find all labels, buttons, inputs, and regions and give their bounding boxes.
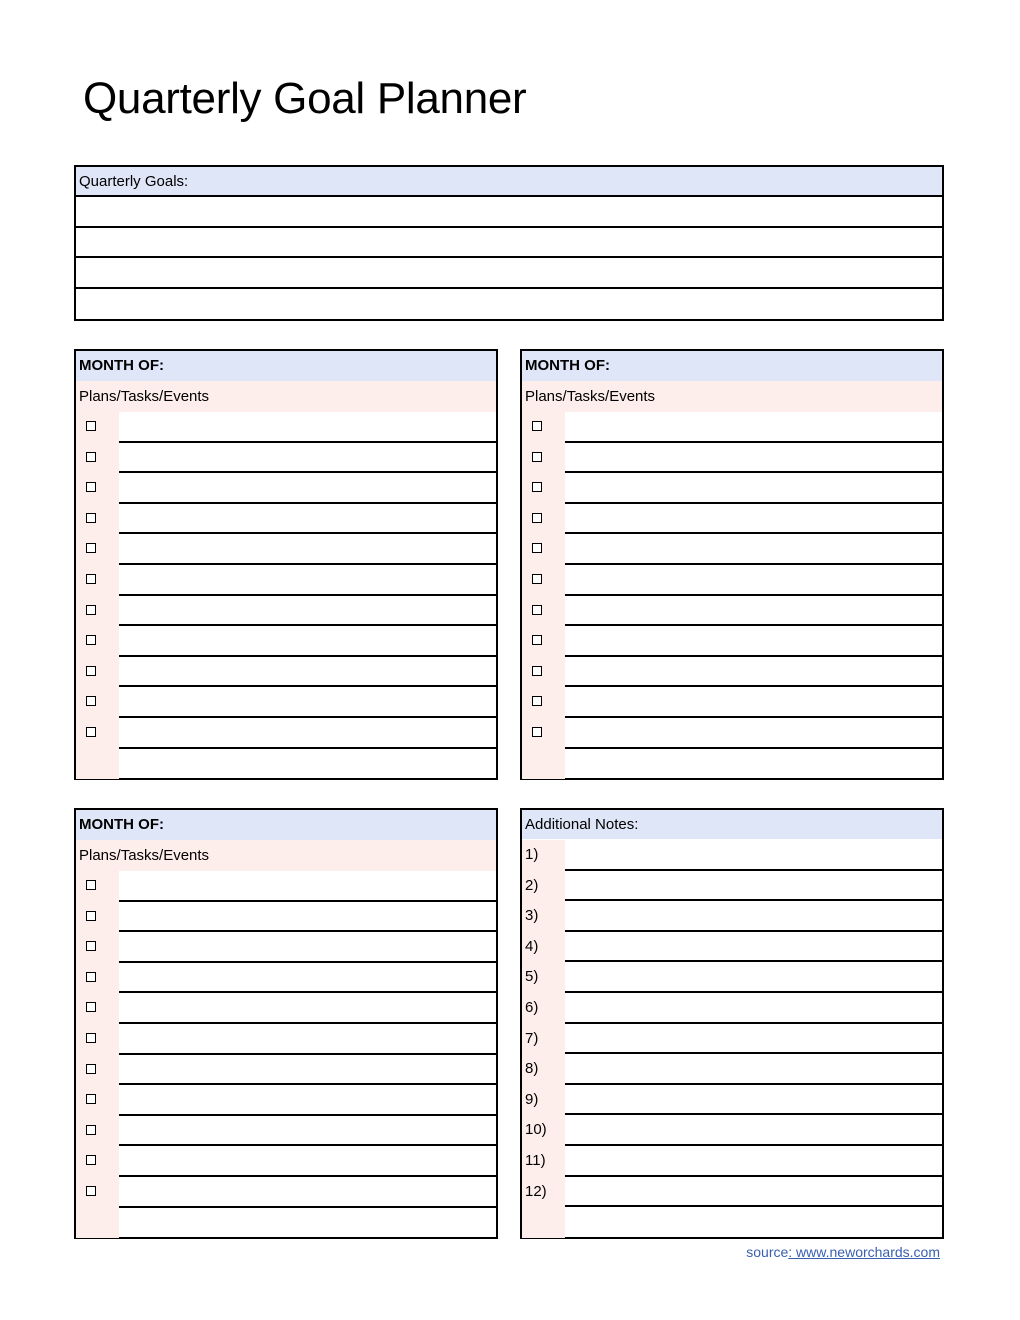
task-line[interactable]	[119, 626, 496, 657]
note-line[interactable]	[565, 1054, 942, 1085]
task-line[interactable]	[119, 1177, 496, 1208]
task-row	[522, 565, 942, 596]
task-line[interactable]	[565, 596, 942, 627]
note-row	[522, 901, 942, 932]
note-line[interactable]	[565, 1085, 942, 1116]
checkbox-cell	[76, 1208, 119, 1239]
checkbox-cell	[76, 963, 119, 994]
note-line[interactable]	[565, 1207, 942, 1238]
note-number: 6)	[522, 993, 565, 1024]
checkbox-cell	[76, 1177, 119, 1208]
additional-notes-section	[520, 808, 944, 1239]
month-section-1	[74, 349, 498, 780]
note-line[interactable]	[565, 901, 942, 932]
task-line[interactable]	[565, 749, 942, 780]
task-checkbox[interactable]	[532, 421, 542, 431]
note-row	[522, 1146, 942, 1177]
note-line[interactable]	[565, 1177, 942, 1208]
task-checkbox[interactable]	[86, 941, 96, 951]
note-line[interactable]	[565, 1024, 942, 1055]
checkbox-cell	[76, 473, 119, 504]
task-checkbox[interactable]	[86, 1002, 96, 1012]
task-row	[522, 504, 942, 535]
task-line[interactable]	[119, 534, 496, 565]
task-row	[76, 902, 496, 933]
plans-tasks-events-label: Plans/Tasks/Events	[76, 381, 496, 412]
month-section-3	[74, 808, 498, 1239]
task-line[interactable]	[119, 1055, 496, 1086]
task-row	[76, 504, 496, 535]
page-title: Quarterly Goal Planner	[83, 74, 527, 123]
note-number: 11)	[522, 1146, 565, 1177]
task-row	[76, 1177, 496, 1208]
checkbox-cell	[76, 687, 119, 718]
task-line[interactable]	[119, 871, 496, 902]
note-row	[522, 1177, 942, 1208]
note-row	[522, 1207, 942, 1238]
task-checkbox[interactable]	[86, 543, 96, 553]
task-row	[76, 1024, 496, 1055]
task-line[interactable]	[565, 504, 942, 535]
source-credit	[746, 1244, 940, 1260]
task-line[interactable]	[119, 657, 496, 688]
task-row	[76, 687, 496, 718]
note-number: 7)	[522, 1024, 565, 1055]
task-line[interactable]	[119, 565, 496, 596]
task-row	[76, 1055, 496, 1086]
note-row	[522, 962, 942, 993]
checkbox-cell	[76, 596, 119, 627]
task-row	[76, 565, 496, 596]
goal-line[interactable]	[76, 258, 942, 289]
checkbox-cell	[522, 657, 565, 688]
plans-tasks-events-label: Plans/Tasks/Events	[522, 381, 942, 412]
task-row	[76, 993, 496, 1024]
checkbox-cell	[76, 1085, 119, 1116]
task-checkbox[interactable]	[86, 1033, 96, 1043]
task-line[interactable]	[119, 412, 496, 443]
task-row	[522, 626, 942, 657]
task-line[interactable]	[565, 657, 942, 688]
task-row	[522, 657, 942, 688]
task-line[interactable]	[565, 473, 942, 504]
task-row	[76, 443, 496, 474]
checkbox-cell	[76, 626, 119, 657]
note-row	[522, 871, 942, 902]
task-checkbox[interactable]	[86, 696, 96, 706]
task-line[interactable]	[565, 412, 942, 443]
task-line[interactable]	[119, 596, 496, 627]
task-checkbox[interactable]	[532, 696, 542, 706]
task-checkbox[interactable]	[532, 635, 542, 645]
checkbox-cell	[76, 565, 119, 596]
note-line[interactable]	[565, 932, 942, 963]
task-checkbox[interactable]	[86, 972, 96, 982]
task-line[interactable]	[119, 443, 496, 474]
task-row	[522, 718, 942, 749]
note-line[interactable]	[565, 871, 942, 902]
checkbox-cell	[76, 1116, 119, 1147]
task-checkbox[interactable]	[532, 482, 542, 492]
checkbox-cell	[76, 1055, 119, 1086]
task-checkbox[interactable]	[86, 911, 96, 921]
task-checkbox[interactable]	[86, 1155, 96, 1165]
note-row	[522, 932, 942, 963]
checkbox-cell	[522, 749, 565, 780]
note-row	[522, 1085, 942, 1116]
note-row	[522, 840, 942, 871]
task-row	[522, 749, 942, 780]
task-line[interactable]	[119, 473, 496, 504]
checkbox-cell	[76, 504, 119, 535]
checkbox-cell	[522, 443, 565, 474]
task-checkbox[interactable]	[532, 727, 542, 737]
task-row	[76, 1208, 496, 1239]
task-line[interactable]	[119, 718, 496, 749]
task-checkbox[interactable]	[532, 574, 542, 584]
source-link[interactable]: : www.neworchards.com	[788, 1244, 940, 1260]
task-line[interactable]	[119, 902, 496, 933]
task-checkbox[interactable]	[86, 513, 96, 523]
note-number: 4)	[522, 932, 565, 963]
checkbox-cell	[76, 534, 119, 565]
checkbox-cell	[522, 473, 565, 504]
task-line[interactable]	[119, 1116, 496, 1147]
task-line[interactable]	[565, 443, 942, 474]
note-row	[522, 1024, 942, 1055]
note-number: 10)	[522, 1115, 565, 1146]
task-row	[76, 626, 496, 657]
task-checkbox[interactable]	[86, 1094, 96, 1104]
task-row	[76, 718, 496, 749]
task-rows	[76, 412, 496, 779]
task-row	[522, 596, 942, 627]
task-row	[76, 657, 496, 688]
task-row	[76, 1116, 496, 1147]
note-rows	[522, 840, 942, 1238]
checkbox-cell	[522, 534, 565, 565]
note-line[interactable]	[565, 840, 942, 871]
note-number: 1)	[522, 840, 565, 871]
source-prefix: source	[746, 1244, 789, 1260]
note-row	[522, 993, 942, 1024]
note-number: 8)	[522, 1054, 565, 1085]
checkbox-cell	[522, 596, 565, 627]
month-of-label: MONTH OF:	[76, 810, 496, 840]
goal-line[interactable]	[76, 289, 942, 320]
task-row	[76, 412, 496, 443]
month-of-label: MONTH OF:	[76, 351, 496, 381]
task-row	[522, 687, 942, 718]
goal-line[interactable]	[76, 228, 942, 259]
task-line[interactable]	[119, 749, 496, 780]
checkbox-cell	[76, 993, 119, 1024]
checkbox-cell	[76, 932, 119, 963]
task-checkbox[interactable]	[86, 666, 96, 676]
note-number: 5)	[522, 962, 565, 993]
note-number: 9)	[522, 1085, 565, 1116]
task-line[interactable]	[119, 1146, 496, 1177]
plans-tasks-events-label: Plans/Tasks/Events	[76, 840, 496, 871]
note-line[interactable]	[565, 1146, 942, 1177]
checkbox-cell	[522, 412, 565, 443]
task-checkbox[interactable]	[86, 1125, 96, 1135]
quarterly-goals-label: Quarterly Goals:	[76, 167, 942, 197]
task-checkbox[interactable]	[86, 1186, 96, 1196]
checkbox-cell	[76, 902, 119, 933]
task-checkbox[interactable]	[86, 482, 96, 492]
task-line[interactable]	[119, 1208, 496, 1239]
note-number: 2)	[522, 871, 565, 902]
task-line[interactable]	[119, 993, 496, 1024]
note-number: 12)	[522, 1177, 565, 1208]
checkbox-cell	[76, 443, 119, 474]
note-line[interactable]	[565, 962, 942, 993]
task-row	[522, 443, 942, 474]
task-line[interactable]	[119, 932, 496, 963]
task-checkbox[interactable]	[86, 727, 96, 737]
task-rows	[76, 871, 496, 1238]
task-checkbox[interactable]	[532, 666, 542, 676]
checkbox-cell	[76, 749, 119, 780]
note-line[interactable]	[565, 1115, 942, 1146]
task-line[interactable]	[119, 963, 496, 994]
checkbox-cell	[76, 412, 119, 443]
task-row	[76, 963, 496, 994]
checkbox-cell	[76, 871, 119, 902]
task-row	[522, 473, 942, 504]
checkbox-cell	[522, 687, 565, 718]
goal-line[interactable]	[76, 197, 942, 228]
task-checkbox[interactable]	[532, 543, 542, 553]
quarterly-goals-section	[74, 165, 944, 321]
task-checkbox[interactable]	[86, 605, 96, 615]
note-number: 3)	[522, 901, 565, 932]
task-row	[76, 1146, 496, 1177]
task-line[interactable]	[119, 504, 496, 535]
task-row	[76, 534, 496, 565]
note-row	[522, 1054, 942, 1085]
task-row	[76, 1085, 496, 1116]
checkbox-cell	[76, 718, 119, 749]
note-line[interactable]	[565, 993, 942, 1024]
task-line[interactable]	[565, 687, 942, 718]
month-section-2	[520, 349, 944, 780]
task-checkbox[interactable]	[86, 452, 96, 462]
task-line[interactable]	[119, 1085, 496, 1116]
task-row	[522, 412, 942, 443]
task-line[interactable]	[565, 626, 942, 657]
month-of-label: MONTH OF:	[522, 351, 942, 381]
note-number	[522, 1207, 565, 1238]
task-line[interactable]	[565, 718, 942, 749]
task-line[interactable]	[119, 1024, 496, 1055]
checkbox-cell	[522, 718, 565, 749]
note-row	[522, 1115, 942, 1146]
task-line[interactable]	[119, 687, 496, 718]
additional-notes-label: Additional Notes:	[522, 810, 942, 840]
task-row	[76, 749, 496, 780]
checkbox-cell	[522, 565, 565, 596]
task-checkbox[interactable]	[532, 513, 542, 523]
checkbox-cell	[76, 1024, 119, 1055]
task-checkbox[interactable]	[532, 605, 542, 615]
task-row	[76, 932, 496, 963]
task-row	[76, 473, 496, 504]
task-line[interactable]	[565, 534, 942, 565]
task-checkbox[interactable]	[86, 574, 96, 584]
task-checkbox[interactable]	[86, 880, 96, 890]
checkbox-cell	[522, 504, 565, 535]
task-checkbox[interactable]	[86, 1064, 96, 1074]
task-row	[76, 871, 496, 902]
task-rows	[522, 412, 942, 779]
checkbox-cell	[76, 1146, 119, 1177]
task-checkbox[interactable]	[532, 452, 542, 462]
task-row	[76, 596, 496, 627]
task-checkbox[interactable]	[86, 421, 96, 431]
checkbox-cell	[522, 626, 565, 657]
task-checkbox[interactable]	[86, 635, 96, 645]
task-row	[522, 534, 942, 565]
checkbox-cell	[76, 657, 119, 688]
task-line[interactable]	[565, 565, 942, 596]
